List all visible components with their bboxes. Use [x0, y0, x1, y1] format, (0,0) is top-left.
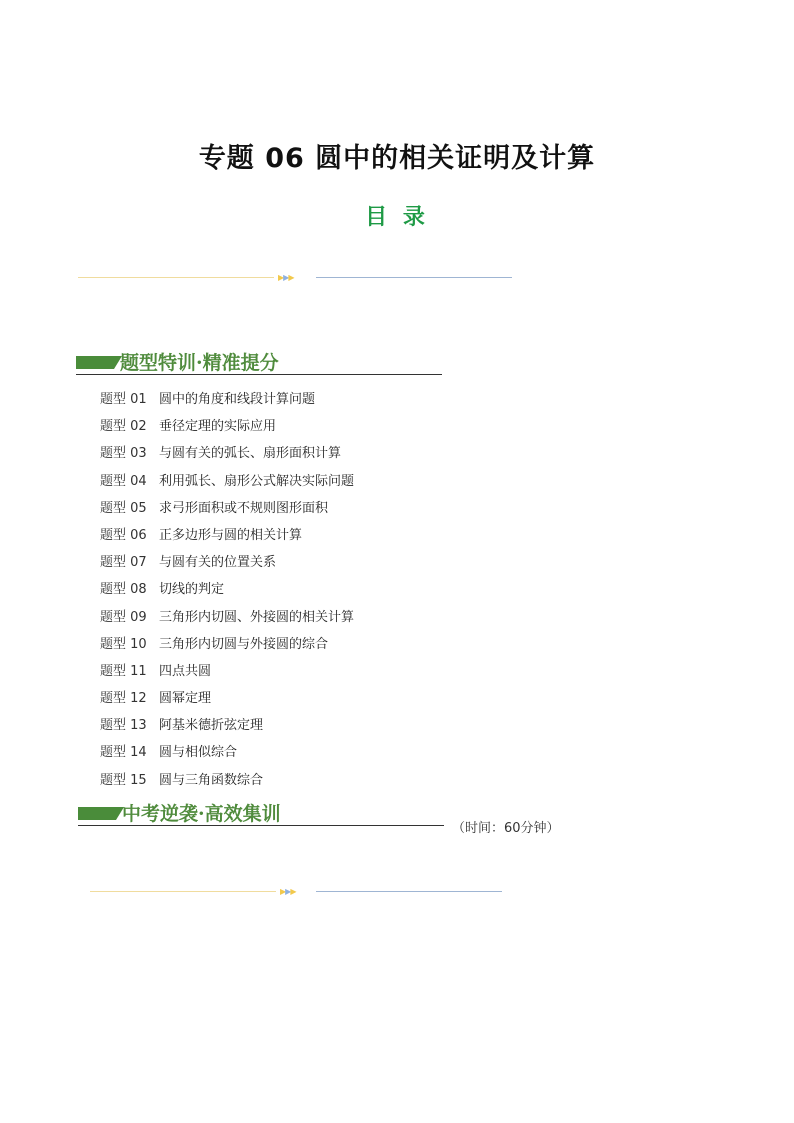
section-header-training [76, 348, 444, 376]
topic-number: 题型 10 [100, 636, 147, 652]
list-item[interactable] [100, 744, 354, 771]
topic-title: 圆与相似综合 [159, 745, 238, 761]
green-bar-icon [78, 807, 116, 820]
topic-number: 题型 07 [100, 555, 147, 571]
topic-title: 三角形内切圆与外接圆的综合 [159, 636, 329, 652]
triple-arrow-icon: ▶▶▶ [278, 273, 294, 282]
topic-title: 阿基米德折弦定理 [159, 718, 264, 734]
list-item[interactable] [100, 527, 354, 554]
list-item[interactable] [100, 500, 354, 527]
list-item[interactable] [100, 554, 354, 581]
list-item[interactable] [100, 473, 354, 500]
topic-number: 题型 02 [100, 419, 147, 435]
bottom-divider [90, 886, 502, 898]
list-item[interactable] [100, 690, 354, 717]
green-bar-icon [76, 356, 114, 369]
list-item[interactable] [100, 609, 354, 636]
topic-number: 题型 05 [100, 500, 147, 516]
topic-title: 与圆有关的位置关系 [159, 555, 277, 571]
topic-title: 三角形内切圆、外接圆的相关计算 [159, 609, 355, 625]
topic-title: 圆幂定理 [159, 691, 212, 707]
list-item[interactable] [100, 391, 354, 418]
topic-title: 求弓形面积或不规则图形面积 [159, 500, 329, 516]
topic-title: 圆与三角函数综合 [159, 772, 264, 788]
section-title-training: 题型特训·精准提分 [120, 352, 279, 374]
topic-number: 题型 08 [100, 582, 147, 598]
topic-number: 题型 12 [100, 691, 147, 707]
topic-title: 圆中的角度和线段计算问题 [159, 392, 316, 407]
page-title: 专题 06 圆中的相关证明及计算 [198, 143, 596, 174]
topic-title: 四点共圆 [159, 663, 212, 679]
topic-number: 题型 03 [100, 446, 147, 462]
topic-number: 题型 15 [100, 772, 147, 788]
topic-number: 题型 06 [100, 527, 147, 543]
list-item[interactable] [100, 717, 354, 744]
topic-list [100, 391, 354, 799]
topic-title: 利用弧长、扇形公式解决实际问题 [159, 473, 355, 489]
topic-title: 与圆有关的弧长、扇形面积计算 [159, 446, 342, 462]
topic-title: 切线的判定 [159, 582, 225, 598]
topic-number: 题型 11 [100, 663, 147, 679]
list-item[interactable] [100, 445, 354, 472]
topic-number: 题型 09 [100, 609, 147, 625]
topic-number: 题型 13 [100, 718, 147, 734]
list-item[interactable] [100, 636, 354, 663]
list-item[interactable] [100, 772, 354, 799]
list-item[interactable] [100, 581, 354, 608]
topic-number: 题型 04 [100, 473, 147, 489]
topic-title: 垂径定理的实际应用 [159, 419, 277, 435]
toc-heading: 目 录 [365, 205, 429, 230]
time-limit-note: （时间：60分钟） [452, 821, 560, 836]
topic-title: 正多边形与圆的相关计算 [159, 527, 303, 543]
section-header-practice [78, 799, 446, 827]
list-item[interactable] [100, 418, 354, 445]
topic-number: 题型 01 [100, 392, 147, 407]
topic-number: 题型 14 [100, 745, 147, 761]
section-title-practice: 中考逆袭·高效集训 [122, 803, 281, 825]
triple-arrow-icon: ▶▶▶ [280, 887, 296, 896]
list-item[interactable] [100, 663, 354, 690]
top-divider [78, 272, 514, 284]
